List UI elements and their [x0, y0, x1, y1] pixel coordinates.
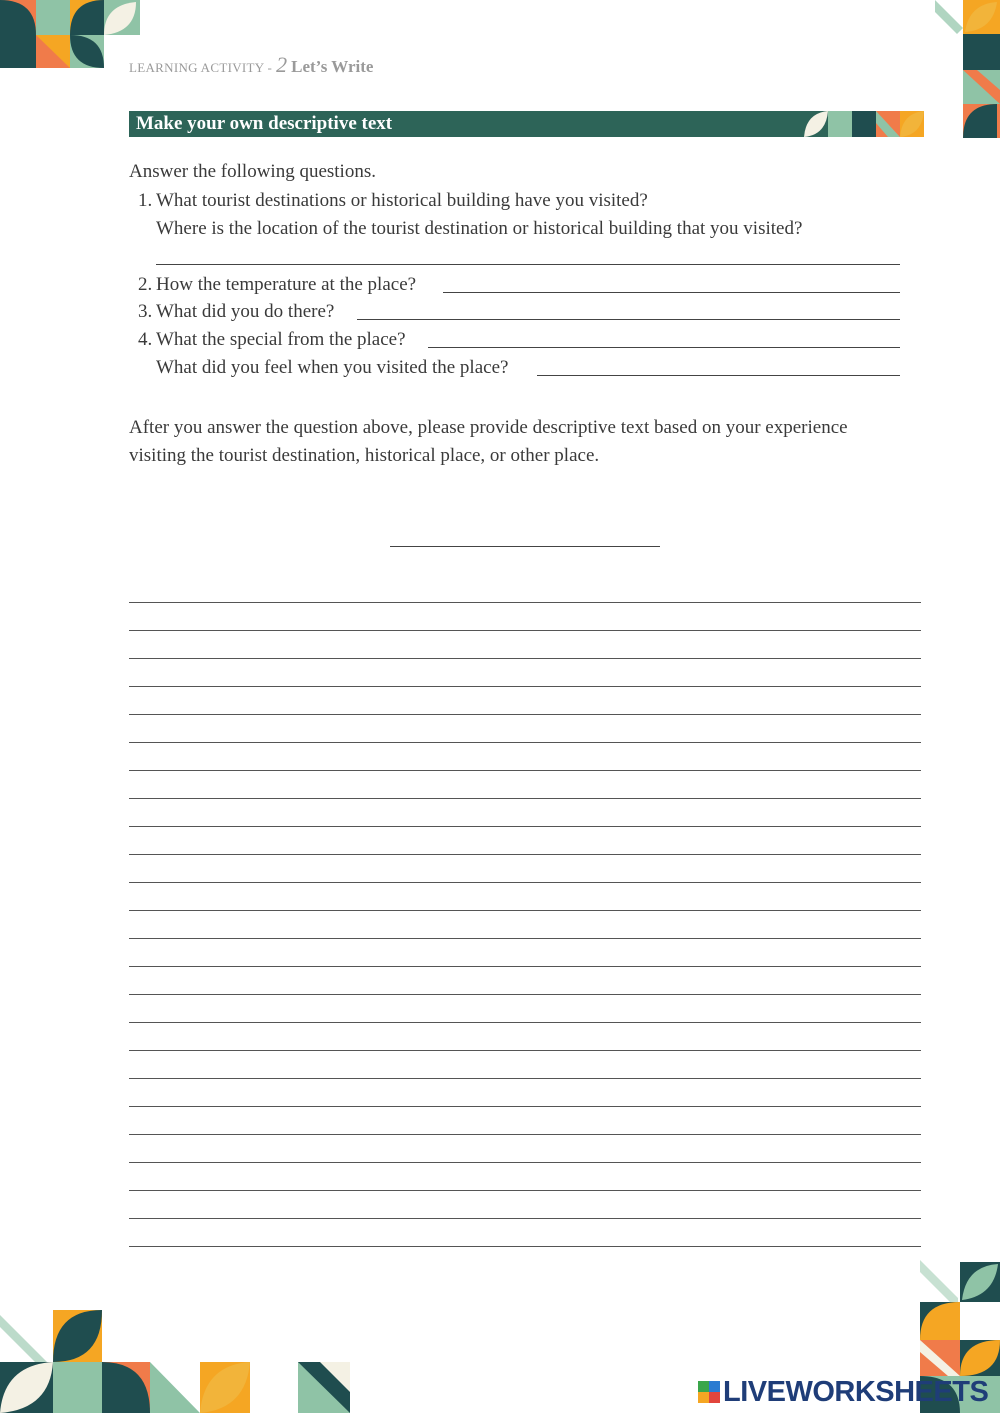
question-1-number: 1.: [138, 190, 153, 211]
writing-line[interactable]: [129, 1107, 921, 1135]
writing-line[interactable]: [129, 631, 921, 659]
answer-line-5[interactable]: [537, 375, 900, 376]
writing-line[interactable]: [129, 827, 921, 855]
section-banner: [129, 111, 924, 137]
writing-line[interactable]: [129, 911, 921, 939]
essay-title-line[interactable]: [390, 546, 660, 547]
instruction-line-1: After you answer the question above, please provide descriptive text based on your experience: [129, 417, 848, 438]
writing-line[interactable]: [129, 771, 921, 799]
writing-line[interactable]: [129, 1219, 921, 1247]
question-2-number: 2.: [138, 274, 153, 295]
writing-line[interactable]: [129, 799, 921, 827]
writing-line[interactable]: [129, 1191, 921, 1219]
answer-line-3[interactable]: [357, 319, 900, 320]
writing-line[interactable]: [129, 1079, 921, 1107]
question-4-followup-text: What did you feel when you visited the place?: [156, 357, 509, 378]
top-right-pattern: [935, 0, 1000, 140]
writing-line[interactable]: [129, 687, 921, 715]
activity-header: [129, 52, 373, 78]
activity-label: LEARNING ACTIVITY -: [129, 60, 273, 75]
writing-line[interactable]: [129, 1023, 921, 1051]
answer-line-4[interactable]: [428, 347, 900, 348]
writing-area[interactable]: [129, 575, 921, 1247]
writing-line[interactable]: [129, 659, 921, 687]
question-1-text: What tourist destinations or historical building have you visited?: [156, 190, 648, 211]
writing-line[interactable]: [129, 939, 921, 967]
top-left-pattern: [0, 0, 140, 70]
writing-line[interactable]: [129, 743, 921, 771]
bottom-left-pattern: [0, 1305, 360, 1413]
banner-pattern: [802, 111, 924, 137]
activity-title: Let’s Write: [291, 57, 374, 76]
writing-line[interactable]: [129, 1051, 921, 1079]
question-3-number: 3.: [138, 301, 153, 322]
writing-line[interactable]: [129, 855, 921, 883]
answer-line-1[interactable]: [156, 264, 900, 265]
writing-line[interactable]: [129, 603, 921, 631]
writing-line[interactable]: [129, 967, 921, 995]
writing-line[interactable]: [129, 1163, 921, 1191]
writing-line[interactable]: [129, 883, 921, 911]
activity-number: 2: [276, 52, 288, 77]
logo-text: LIVEWORKSHEETS: [723, 1376, 989, 1408]
question-2-text: How the temperature at the place?: [156, 274, 417, 295]
writing-line[interactable]: [129, 1135, 921, 1163]
instruction-line-2: visiting the tourist destination, historical place, or other place.: [129, 445, 600, 466]
banner-title: Make your own descriptive text: [136, 113, 393, 134]
writing-line[interactable]: [129, 575, 921, 603]
intro-text: Answer the following questions.: [129, 161, 376, 182]
question-1-followup-text: Where is the location of the tourist destination or historical building that you visited?: [156, 218, 803, 239]
question-4-number: 4.: [138, 329, 153, 350]
writing-line[interactable]: [129, 715, 921, 743]
liveworksheets-badge-icon: [698, 1381, 720, 1403]
answer-line-2[interactable]: [443, 292, 900, 293]
liveworksheets-logo: [698, 1376, 988, 1409]
writing-line[interactable]: [129, 995, 921, 1023]
question-4-text: What the special from the place?: [156, 329, 406, 350]
question-3-text: What did you do there?: [156, 301, 335, 322]
